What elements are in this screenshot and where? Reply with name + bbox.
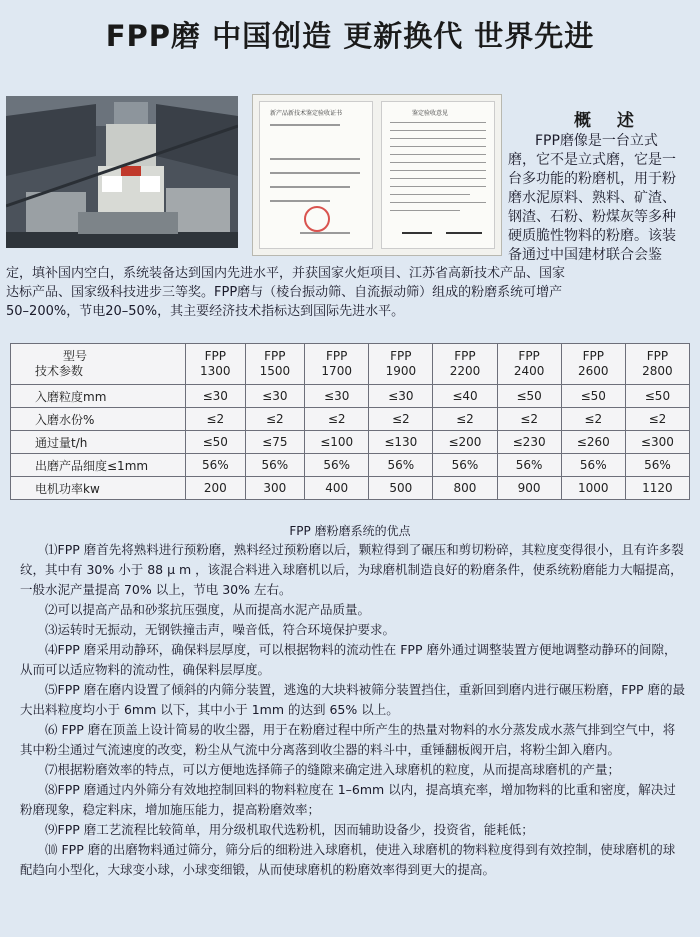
spec-table-header-row <box>11 344 690 385</box>
row-label: 入磨粒度mm <box>11 385 186 408</box>
certificate-left-page <box>259 101 373 249</box>
advantages-list <box>20 540 685 880</box>
table-cell: ≤2 <box>186 408 246 431</box>
advantage-item: ⑵可以提高产品和砂浆抗压强度，从而提高水泥产品质量。 <box>45 602 371 617</box>
table-cell: 500 <box>369 477 433 500</box>
table-cell: ≤100 <box>305 431 369 454</box>
table-cell: 400 <box>305 477 369 500</box>
spec-table <box>10 343 690 500</box>
table-cell: ≤30 <box>245 385 305 408</box>
table-cell: 56% <box>245 454 305 477</box>
model-header: FPP 1300 <box>186 344 246 385</box>
overview-line: 备通过中国建材联合会鉴 <box>508 247 662 263</box>
model-header: FPP 1900 <box>369 344 433 385</box>
overview-line: 磨水泥原料、熟料、矿渣、 <box>508 190 676 206</box>
overview-line: FPP磨像是一台立式 <box>535 133 658 149</box>
table-cell: 56% <box>186 454 246 477</box>
model-header: FPP 2400 <box>497 344 561 385</box>
table-cell: 1120 <box>625 477 689 500</box>
row-label: 电机功率kw <box>11 477 186 500</box>
table-cell: ≤2 <box>561 408 625 431</box>
table-cell: ≤300 <box>625 431 689 454</box>
advantages-title: FPP 磨粉磨系统的优点 <box>289 524 411 538</box>
overview-line: 定，填补国内空白，系统装备达到国内先进水平，并获国家火炬项目、江苏省高新技术产品、国家 <box>6 266 566 281</box>
advantage-item: ⑸FPP 磨在磨内设置了倾斜的内筛分装置，逃逸的大块料被筛分装置挡住，重新回到磨内进行碾压粉磨，FPP 磨的最大出料粒度均小于 6mm 以下，其中小于 1mm 的达到 65% 以上。 <box>20 682 685 717</box>
table-cell: ≤50 <box>497 385 561 408</box>
table-cell: 56% <box>561 454 625 477</box>
table-cell: 200 <box>186 477 246 500</box>
certificate-heading: 新产品新技术鉴定验收证书 <box>270 110 343 117</box>
advantage-item: ⑼FPP 磨工艺流程比较简单，用分级机取代选粉机，因而辅助设备少，投资省，能耗低； <box>45 822 534 837</box>
table-cell: ≤2 <box>625 408 689 431</box>
model-header: FPP 2200 <box>433 344 497 385</box>
table-cell: 56% <box>497 454 561 477</box>
advantage-item: ⑹ FPP 磨在顶盖上设计简易的收尘器，用于在粉磨过程中所产生的热量对物料的水分蒸发成水蒸气排到空气中，将其中粉尘通过气流速度的改变，粉尘从气流中分离落到收尘器的料斗中，重锤翻板阀开启，将粉尘卸入磨内。 <box>20 722 676 757</box>
advantage-item: ⑴FPP 磨首先将熟料进行预粉磨，熟料经过预粉磨以后，颗粒得到了碾压和剪切粉碎，其粒度变得很小，且有许多裂纹，其中有 30% 小于 88 μ m ，该混合料进入球磨机以后，为球磨机制造良好的粉磨条件，使系统粉磨能力大幅提高，一般水泥产量提高 70% 以上，节电 30% 左右。 <box>20 542 684 597</box>
table-cell: ≤2 <box>245 408 305 431</box>
table-cell: 56% <box>433 454 497 477</box>
advantage-item: ⑺根据粉磨效率的特点，可以方便地选择筛子的缝隙来确定进入球磨机的粒度，从而提高球磨机的产量； <box>45 762 621 777</box>
seal-icon <box>304 206 330 232</box>
model-header: FPP 2600 <box>561 344 625 385</box>
certificate-right-heading: 鉴定验收意见 <box>412 110 449 117</box>
mill-photo <box>6 96 238 248</box>
table-cell: 56% <box>369 454 433 477</box>
model-header: FPP 1500 <box>245 344 305 385</box>
overview-line: 达标产品、国家级科技进步三等奖。FPP磨与（棱台振动筛、自流振动筛）组成的粉磨系统可增产 <box>6 285 563 300</box>
table-cell: 1000 <box>561 477 625 500</box>
table-cell: ≤230 <box>497 431 561 454</box>
spec-table-corner <box>11 344 186 385</box>
overview-line: 50–200%，节电20–50%，其主要经济技术指标达到国际先进水平。 <box>6 304 405 319</box>
table-cell: ≤40 <box>433 385 497 408</box>
certificate-right-page <box>381 101 495 249</box>
table-cell: ≤30 <box>305 385 369 408</box>
advantage-item: ⑷FPP 磨采用动静环，确保料层厚度，可以根据物料的流动性在 FPP 磨外通过调整装置方便地调整动静环的间隙，从而可以适应物料的流动性，确保料层厚度。 <box>20 642 677 677</box>
table-cell: ≤50 <box>561 385 625 408</box>
row-label: 通过量t/h <box>11 431 186 454</box>
mill-photo-illustration <box>6 96 238 248</box>
table-cell: ≤2 <box>305 408 369 431</box>
table-cell: ≤260 <box>561 431 625 454</box>
header-param-label: 技术参数 <box>35 364 84 378</box>
row-label: 出磨产品细度≤1mm <box>11 454 186 477</box>
table-row <box>11 477 690 500</box>
table-cell: ≤130 <box>369 431 433 454</box>
table-cell: 56% <box>625 454 689 477</box>
model-header: FPP 2800 <box>625 344 689 385</box>
overview-line: 台多功能的粉磨机，用于粉 <box>508 171 676 187</box>
certificate-image <box>252 94 502 256</box>
table-row <box>11 408 690 431</box>
table-cell: ≤2 <box>433 408 497 431</box>
header-model-label: 型号 <box>63 349 88 363</box>
table-cell: ≤2 <box>369 408 433 431</box>
table-cell: ≤30 <box>186 385 246 408</box>
table-cell: ≤75 <box>245 431 305 454</box>
page-title: FPP磨 中国创造 更新换代 世界先进 <box>105 19 595 53</box>
table-cell: 56% <box>305 454 369 477</box>
table-row <box>11 454 690 477</box>
table-cell: ≤2 <box>497 408 561 431</box>
model-header: FPP 1700 <box>305 344 369 385</box>
advantage-item: ⑽ FPP 磨的出磨物料通过筛分，筛分后的细粉进入球磨机，使进入球磨机的物料粒度得到有效控制，使球磨机的球配趋向小型化，大球变小球，小球变细锻，从而使球磨机的粉磨效率得到更大的提高。 <box>20 842 676 877</box>
table-row <box>11 385 690 408</box>
overview-line: 硬质脆性物料的粉磨。该装 <box>508 228 676 244</box>
table-cell: 800 <box>433 477 497 500</box>
advantage-item: ⑻FPP 磨通过内外筛分有效地控制回料的物料粒度在 1–6mm 以内，提高填充率，增加物料的比重和密度，解决过粉磨现象，稳定料床，增加施压能力，提高粉磨效率； <box>20 782 676 817</box>
overview-heading: 概 述 <box>574 111 644 131</box>
row-label: 入磨水份% <box>11 408 186 431</box>
overview-line: 钢渣、石粉、粉煤灰等多种 <box>508 209 676 225</box>
advantage-item: ⑶运转时无振动，无钢铁撞击声，噪音低，符合环境保护要求。 <box>45 622 396 637</box>
table-cell: ≤30 <box>369 385 433 408</box>
overview-line: 磨，它不是立式磨，它是一 <box>508 152 676 168</box>
table-cell: ≤50 <box>186 431 246 454</box>
table-cell: 900 <box>497 477 561 500</box>
table-cell: 300 <box>245 477 305 500</box>
table-cell: ≤50 <box>625 385 689 408</box>
table-cell: ≤200 <box>433 431 497 454</box>
table-row <box>11 431 690 454</box>
